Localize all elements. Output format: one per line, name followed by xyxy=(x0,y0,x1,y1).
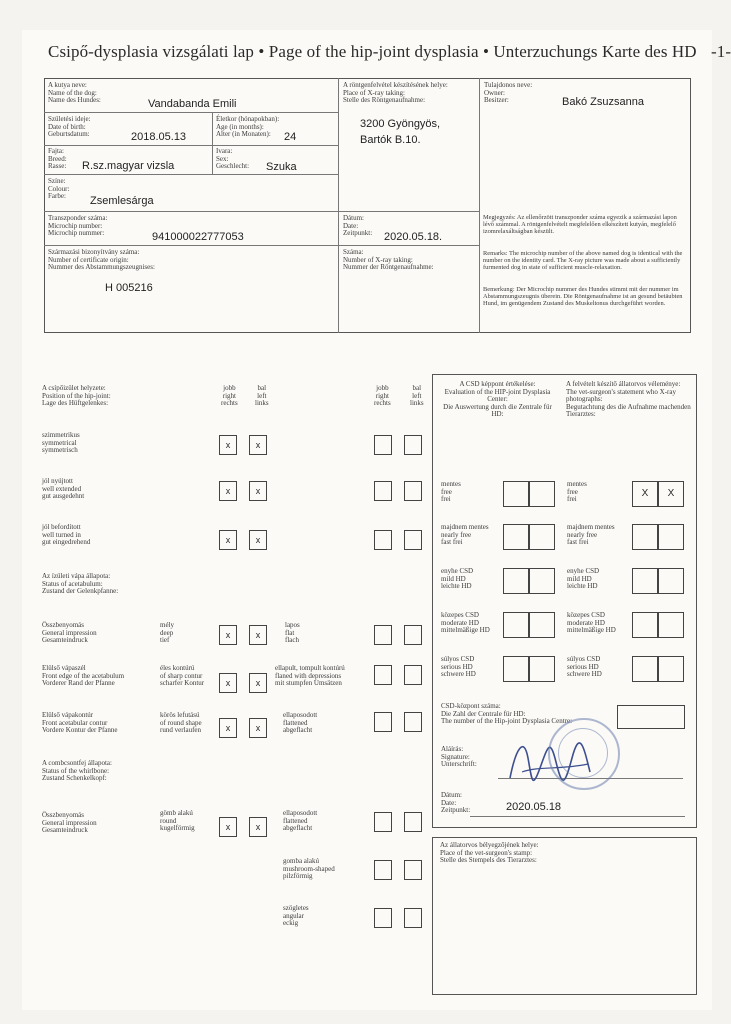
col-left-header: bal left links xyxy=(255,384,269,407)
general2-label: Összbenyomás General impression Gesamteindruck xyxy=(42,811,97,834)
alt-right-checkbox[interactable] xyxy=(374,435,392,455)
front-edge-right-checkbox[interactable]: x xyxy=(219,673,237,693)
sex-label: Ivara: Sex: Geschlecht: xyxy=(216,147,250,170)
vet-near-label: majdnem mentes nearly free fast frei xyxy=(567,523,615,546)
alt-left-checkbox[interactable] xyxy=(404,712,422,732)
age-label: Életkor (hónapokban): Age (in months): Alter (in Monaten): xyxy=(216,115,280,138)
divider xyxy=(44,112,338,113)
title-text: Csipő-dysplasia vizsgálati lap • Page of the hip-joint dysplasia • Unterzuchungs Karte des HD xyxy=(48,42,697,61)
csd-eval-label: A CSD képpont értékelése: Evaluation of the HIP-joint Dysplasia Center: Die Auswertung durch die Zentrale für HD: xyxy=(443,380,552,418)
page-number: -1- xyxy=(711,42,731,61)
general1-right-checkbox[interactable]: x xyxy=(219,625,237,645)
mushroom-left-checkbox[interactable] xyxy=(404,860,422,880)
alt-left-checkbox[interactable] xyxy=(404,530,422,550)
dog-name-label: A kutya neve: Name of the dog: Name des Hundes: xyxy=(48,81,101,104)
mushroom-label: gomba alakú mushroom-shaped pilzförmig xyxy=(283,857,335,880)
general2-option2: ellaposodott flattened abgeflacht xyxy=(283,809,318,832)
date-label: Dátum: Date: Zeitpunkt: xyxy=(343,214,373,237)
center-number-label: CSD-központ száma: Die Zahl der Centrale für HD: The number of the Hip-joint Dysplasia Centre: xyxy=(441,702,573,725)
socket-label: Az ízületi vápa állapota: Status of acetabulum: Zustand der Gelenkpfanne: xyxy=(42,572,119,595)
moderate-label: közepes CSD moderate HD mittelmäßige HD xyxy=(441,611,490,634)
divider xyxy=(212,112,213,174)
mild-label: enyhe CSD mild HD leichte HD xyxy=(441,567,474,590)
divider xyxy=(44,145,338,146)
symmetrical-label: szimmetrikus symmetrical symmetrisch xyxy=(42,431,80,454)
vet-mild-right[interactable] xyxy=(632,568,658,594)
position-label: A csípőizület helyzete: Position of the hip-joint: Lage des Hüftgelenkes: xyxy=(42,384,111,407)
colour-label: Színe: Colour: Farbe: xyxy=(48,177,70,200)
csd-near-left[interactable] xyxy=(529,524,555,550)
divider xyxy=(338,211,479,212)
center-number-field[interactable] xyxy=(617,705,685,729)
extended-right-checkbox[interactable]: x xyxy=(219,481,237,501)
divider xyxy=(44,211,338,212)
general1-option: mély deep tief xyxy=(160,621,174,644)
vet-moderate-label: közepes CSD moderate HD mittelmäßige HD xyxy=(567,611,616,634)
vet-severe-left[interactable] xyxy=(658,656,684,682)
extended-label: jól nyújtott well extended gut ausgedehnt xyxy=(42,477,85,500)
vet-near-right[interactable] xyxy=(632,524,658,550)
femoral-head-label: A combcsontfej állapota: Status of the whirlbone: Zustand Schenkelkopf: xyxy=(42,759,112,782)
cert-label: Származási bizonyítvány száma: Number of certificate origin: Nummer des Abstammungszeugnises: xyxy=(48,248,155,271)
divider xyxy=(44,245,479,246)
age-value: 24 xyxy=(284,131,297,143)
turned-right-checkbox[interactable]: x xyxy=(219,530,237,550)
csd-near-right[interactable] xyxy=(503,524,529,550)
divider xyxy=(44,174,338,175)
general1-option2: lapos flat flach xyxy=(285,621,300,644)
xray-label: Száma: Number of X-ray taking: Nummer der Röntgenaufnahme: xyxy=(343,248,434,271)
front-contour-option: körös lefutású of round shape rund verlaufen xyxy=(160,711,202,734)
severe-label: súlyos CSD serious HD schwere HD xyxy=(441,655,476,678)
remarks-en: Remarks: The microchip number of the above named dog is identical with the number on the identity card. The X-ray picture was made about a sufficiently furmented dog in state of sufficient muscle-relaxation. xyxy=(483,250,683,271)
alt-left-checkbox[interactable] xyxy=(404,435,422,455)
csd-free-left[interactable] xyxy=(529,481,555,507)
breed-label: Fajta: Breed: Rasse: xyxy=(48,147,67,170)
general2-right-checkbox[interactable]: x xyxy=(219,817,237,837)
chip-label: Transzponder száma: Microchip number: Microchip nummer: xyxy=(48,214,108,237)
csd-severe-left[interactable] xyxy=(529,656,555,682)
alt-right-checkbox[interactable] xyxy=(374,812,392,832)
vet-moderate-right[interactable] xyxy=(632,612,658,638)
symmetrical-right-checkbox[interactable]: x xyxy=(219,435,237,455)
free-label: mentes free frei xyxy=(441,480,461,503)
remarks-de: Bemerkung: Der Microchip nummer des Hundes stimmt mit der nummer im Abstammungszeugnis überein. Die Röntgenaufnahme ist an gesund betäubten Hund, im genügendem Zustand des Muskeltonus durchgeführt worden. xyxy=(483,286,683,307)
alt-left-checkbox[interactable] xyxy=(404,665,422,685)
vet-free-right[interactable]: X xyxy=(632,481,658,507)
alt-right-checkbox[interactable] xyxy=(374,665,392,685)
front-edge-option2: ellapult, tompult kontúrú flaned with depressions mit stumpfen Umsätzen xyxy=(275,664,345,687)
birth-label: Születési ideje: Date of birth: Geburtsdatum: xyxy=(48,115,91,138)
vet-free-label: mentes free frei xyxy=(567,480,587,503)
alt-left-checkbox[interactable] xyxy=(404,812,422,832)
angular-right-checkbox[interactable] xyxy=(374,908,392,928)
vet-statement-label: A felvételt készítő állatorvos véleménye: The vet-surgeon's statement who X-ray photographs: Begutachtung des die Aufnahme machenden Tierarztes: xyxy=(566,380,691,418)
divider xyxy=(338,78,339,333)
front-contour-label: Elülső vápakontúr Front acetabular contur Vordere Kontur der Pfanne xyxy=(42,711,118,734)
alt-right-checkbox[interactable] xyxy=(374,481,392,501)
front-edge-option: éles kontúrú of sharp contur scharfer Kontur xyxy=(160,664,205,687)
mushroom-right-checkbox[interactable] xyxy=(374,860,392,880)
col-left-header-2: bal left links xyxy=(410,384,424,407)
vet-near-left[interactable] xyxy=(658,524,684,550)
cert-number: H 005216 xyxy=(105,282,153,294)
front-edge-label: Elülső vápaszél Front edge of the acetabulum Vorderer Rand der Pfanne xyxy=(42,664,125,687)
general2-option: gömb alakú round kugelförmig xyxy=(160,809,195,832)
chip-number: 941000022777053 xyxy=(152,231,244,243)
alt-right-checkbox[interactable] xyxy=(374,625,392,645)
general1-left-checkbox[interactable]: x xyxy=(249,625,267,645)
front-contour-right-checkbox[interactable]: x xyxy=(219,718,237,738)
extended-left-checkbox[interactable]: x xyxy=(249,481,267,501)
breed-value: R.sz.magyar vizsla xyxy=(82,160,175,172)
vet-free-left[interactable]: X xyxy=(658,481,684,507)
birth-date: 2018.05.13 xyxy=(131,131,187,143)
colour-value: Zsemlesárga xyxy=(90,195,154,207)
alt-right-checkbox[interactable] xyxy=(374,712,392,732)
divider xyxy=(479,78,480,333)
place-line2: Bartók B.10. xyxy=(360,134,421,146)
near-free-label: majdnem mentes nearly free fast frei xyxy=(441,523,489,546)
turned-left-checkbox[interactable]: x xyxy=(249,530,267,550)
col-right-header-2: jobb right rechts xyxy=(374,384,391,407)
csd-mild-right[interactable] xyxy=(503,568,529,594)
angular-left-checkbox[interactable] xyxy=(404,908,422,928)
form-title xyxy=(48,42,731,62)
owner-label: Tulajdonos neve: Owner: Besitzer: xyxy=(484,81,533,104)
date-value: 2020.05.18. xyxy=(384,231,443,243)
vet-mild-left[interactable] xyxy=(658,568,684,594)
general1-label: Összbenyomás General impression Gesamteindruck xyxy=(42,621,97,644)
remarks-hu: Megjegyzés: Az ellenőrzött transzponder száma egyezik a származási lapon lévő számmal. A röntgenfelvételt megfelelően elkészített kutyán, megfelelő izomrelaxáltságban készült. xyxy=(483,214,677,235)
alt-left-checkbox[interactable] xyxy=(404,625,422,645)
signature-label: Aláírás: Signature: Unterschrift: xyxy=(441,745,477,768)
csd-date-label: Dátum: Date: Zeitpunkt: xyxy=(441,791,471,814)
turned-label: jól befordított well turned in gut eingedrehend xyxy=(42,523,91,546)
vet-mild-label: enyhe CSD mild HD leichte HD xyxy=(567,567,600,590)
front-contour-left-checkbox[interactable]: x xyxy=(249,718,267,738)
vet-stamp-inner xyxy=(558,728,608,778)
angular-label: szögletes angular eckig xyxy=(283,904,309,927)
csd-moderate-left[interactable] xyxy=(529,612,555,638)
place-label: A röntgenfelvétel készítésének helye: Place of X-ray taking: Stelle des Röntgenaufnahme: xyxy=(343,81,448,104)
csd-severe-right[interactable] xyxy=(503,656,529,682)
date-line xyxy=(470,816,685,817)
general2-left-checkbox[interactable]: x xyxy=(249,817,267,837)
csd-moderate-right[interactable] xyxy=(503,612,529,638)
alt-right-checkbox[interactable] xyxy=(374,530,392,550)
vet-severe-right[interactable] xyxy=(632,656,658,682)
place-line1: 3200 Gyöngyös, xyxy=(360,118,441,130)
csd-mild-left[interactable] xyxy=(529,568,555,594)
csd-date-value: 2020.05.18 xyxy=(506,801,562,813)
stamp-place-label: Az állatorvos bélyegzőjének helye: Place of the vet-surgeon's stamp: Stelle des Stempels des Tierarztes: xyxy=(440,841,539,864)
owner-name: Bakó Zsuzsanna xyxy=(562,96,644,108)
csd-free-right[interactable] xyxy=(503,481,529,507)
dog-name: Vandabanda Emili xyxy=(148,98,237,110)
col-right-header: jobb right rechts xyxy=(221,384,238,407)
sex-value: Szuka xyxy=(266,161,297,173)
vet-severe-label: súlyos CSD serious HD schwere HD xyxy=(567,655,602,678)
symmetrical-left-checkbox[interactable]: x xyxy=(249,435,267,455)
vet-moderate-left[interactable] xyxy=(658,612,684,638)
alt-left-checkbox[interactable] xyxy=(404,481,422,501)
front-contour-option2: ellaposodott flattened abgeflacht xyxy=(283,711,318,734)
front-edge-left-checkbox[interactable]: x xyxy=(249,673,267,693)
